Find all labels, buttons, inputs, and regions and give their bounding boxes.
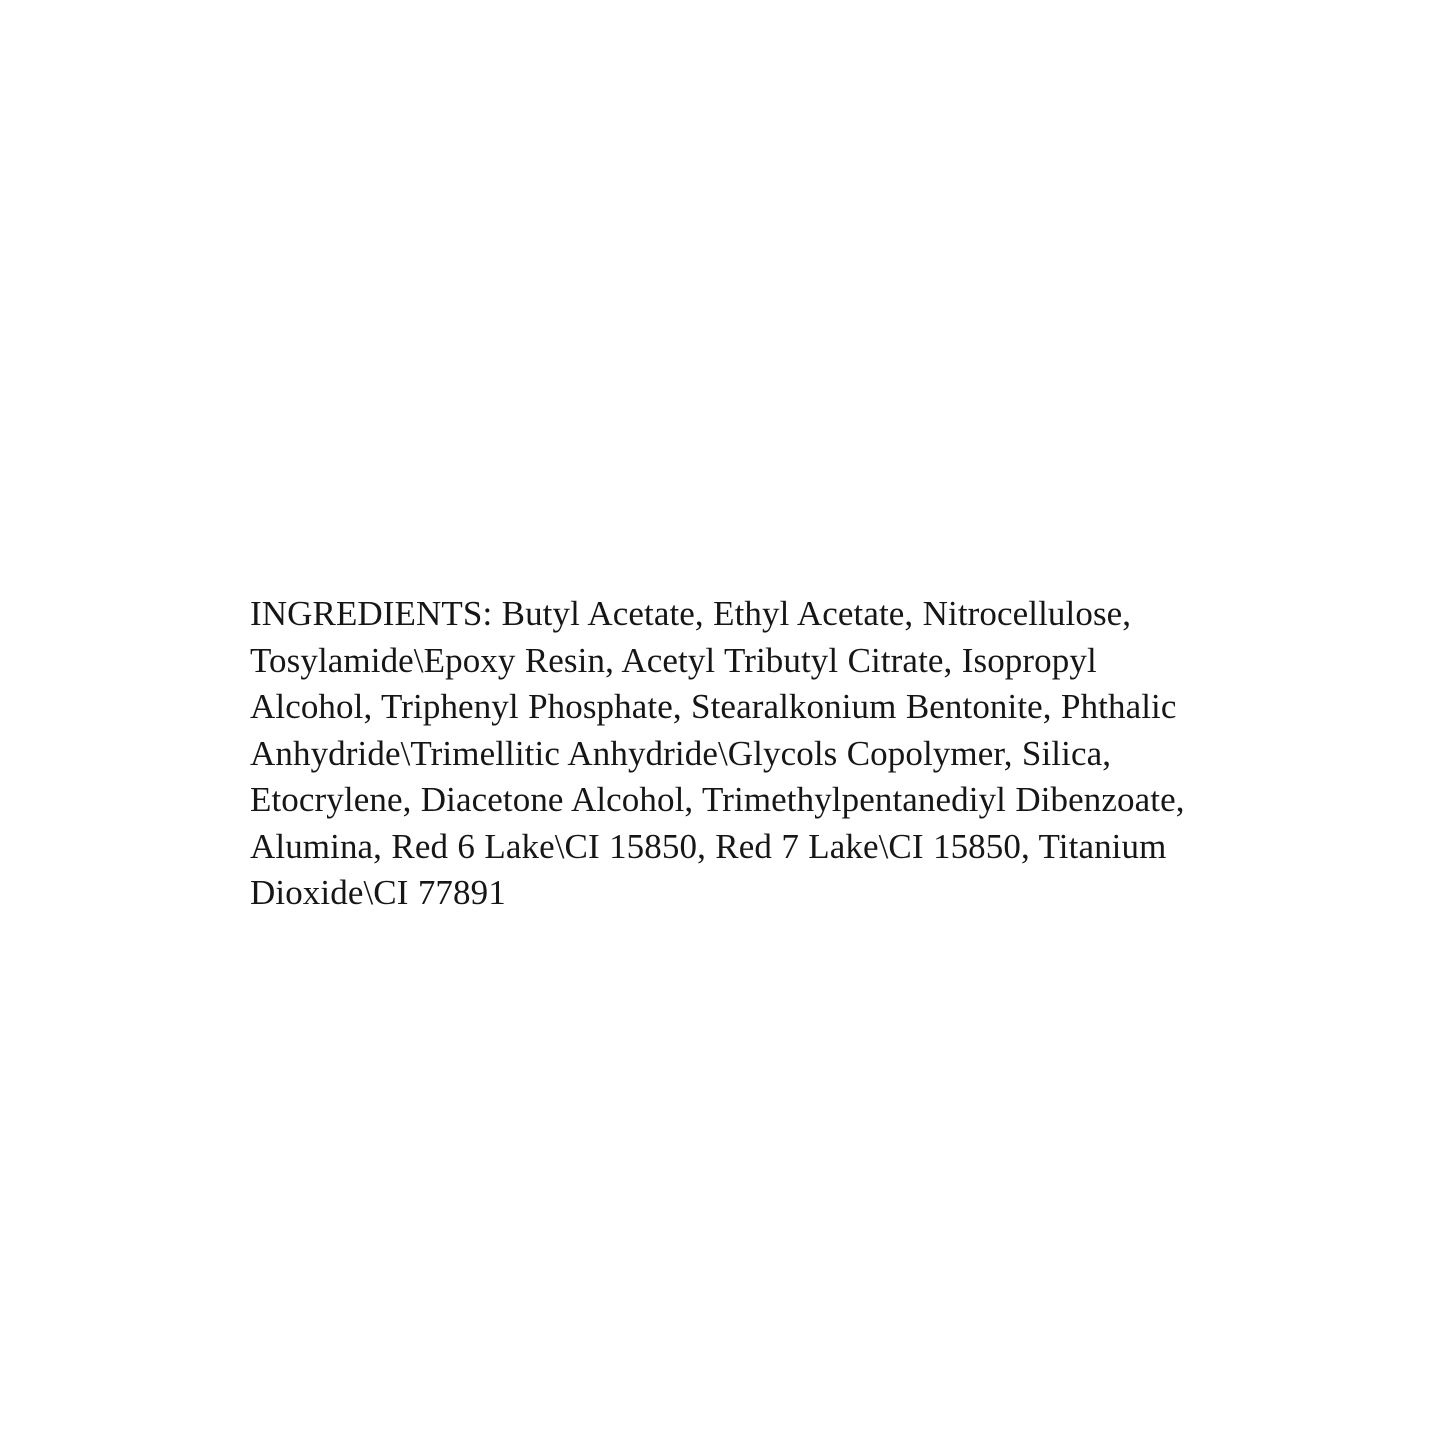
ingredients-paragraph: INGREDIENTS: Butyl Acetate, Ethyl Acetate, Nitrocellulose, Tosylamide\Epoxy Resin, Acetyl Tributyl Citrate, Isopropyl Alcohol, Triphenyl Phosphate, Stearalkonium Bentonite, Phthalic Anhydride\Trimellitic Anhydride\Glycols Copolymer, Silica, Etocrylene, Diacetone Alcohol, Trimethylpentanediyl Dibenzoate, Alumina, Red 6 Lake\CI 15850, Red 7 Lake\CI 15850, Titanium Dioxide\CI 77891 [250,594,1192,912]
ingredients-section [250,556,1220,952]
